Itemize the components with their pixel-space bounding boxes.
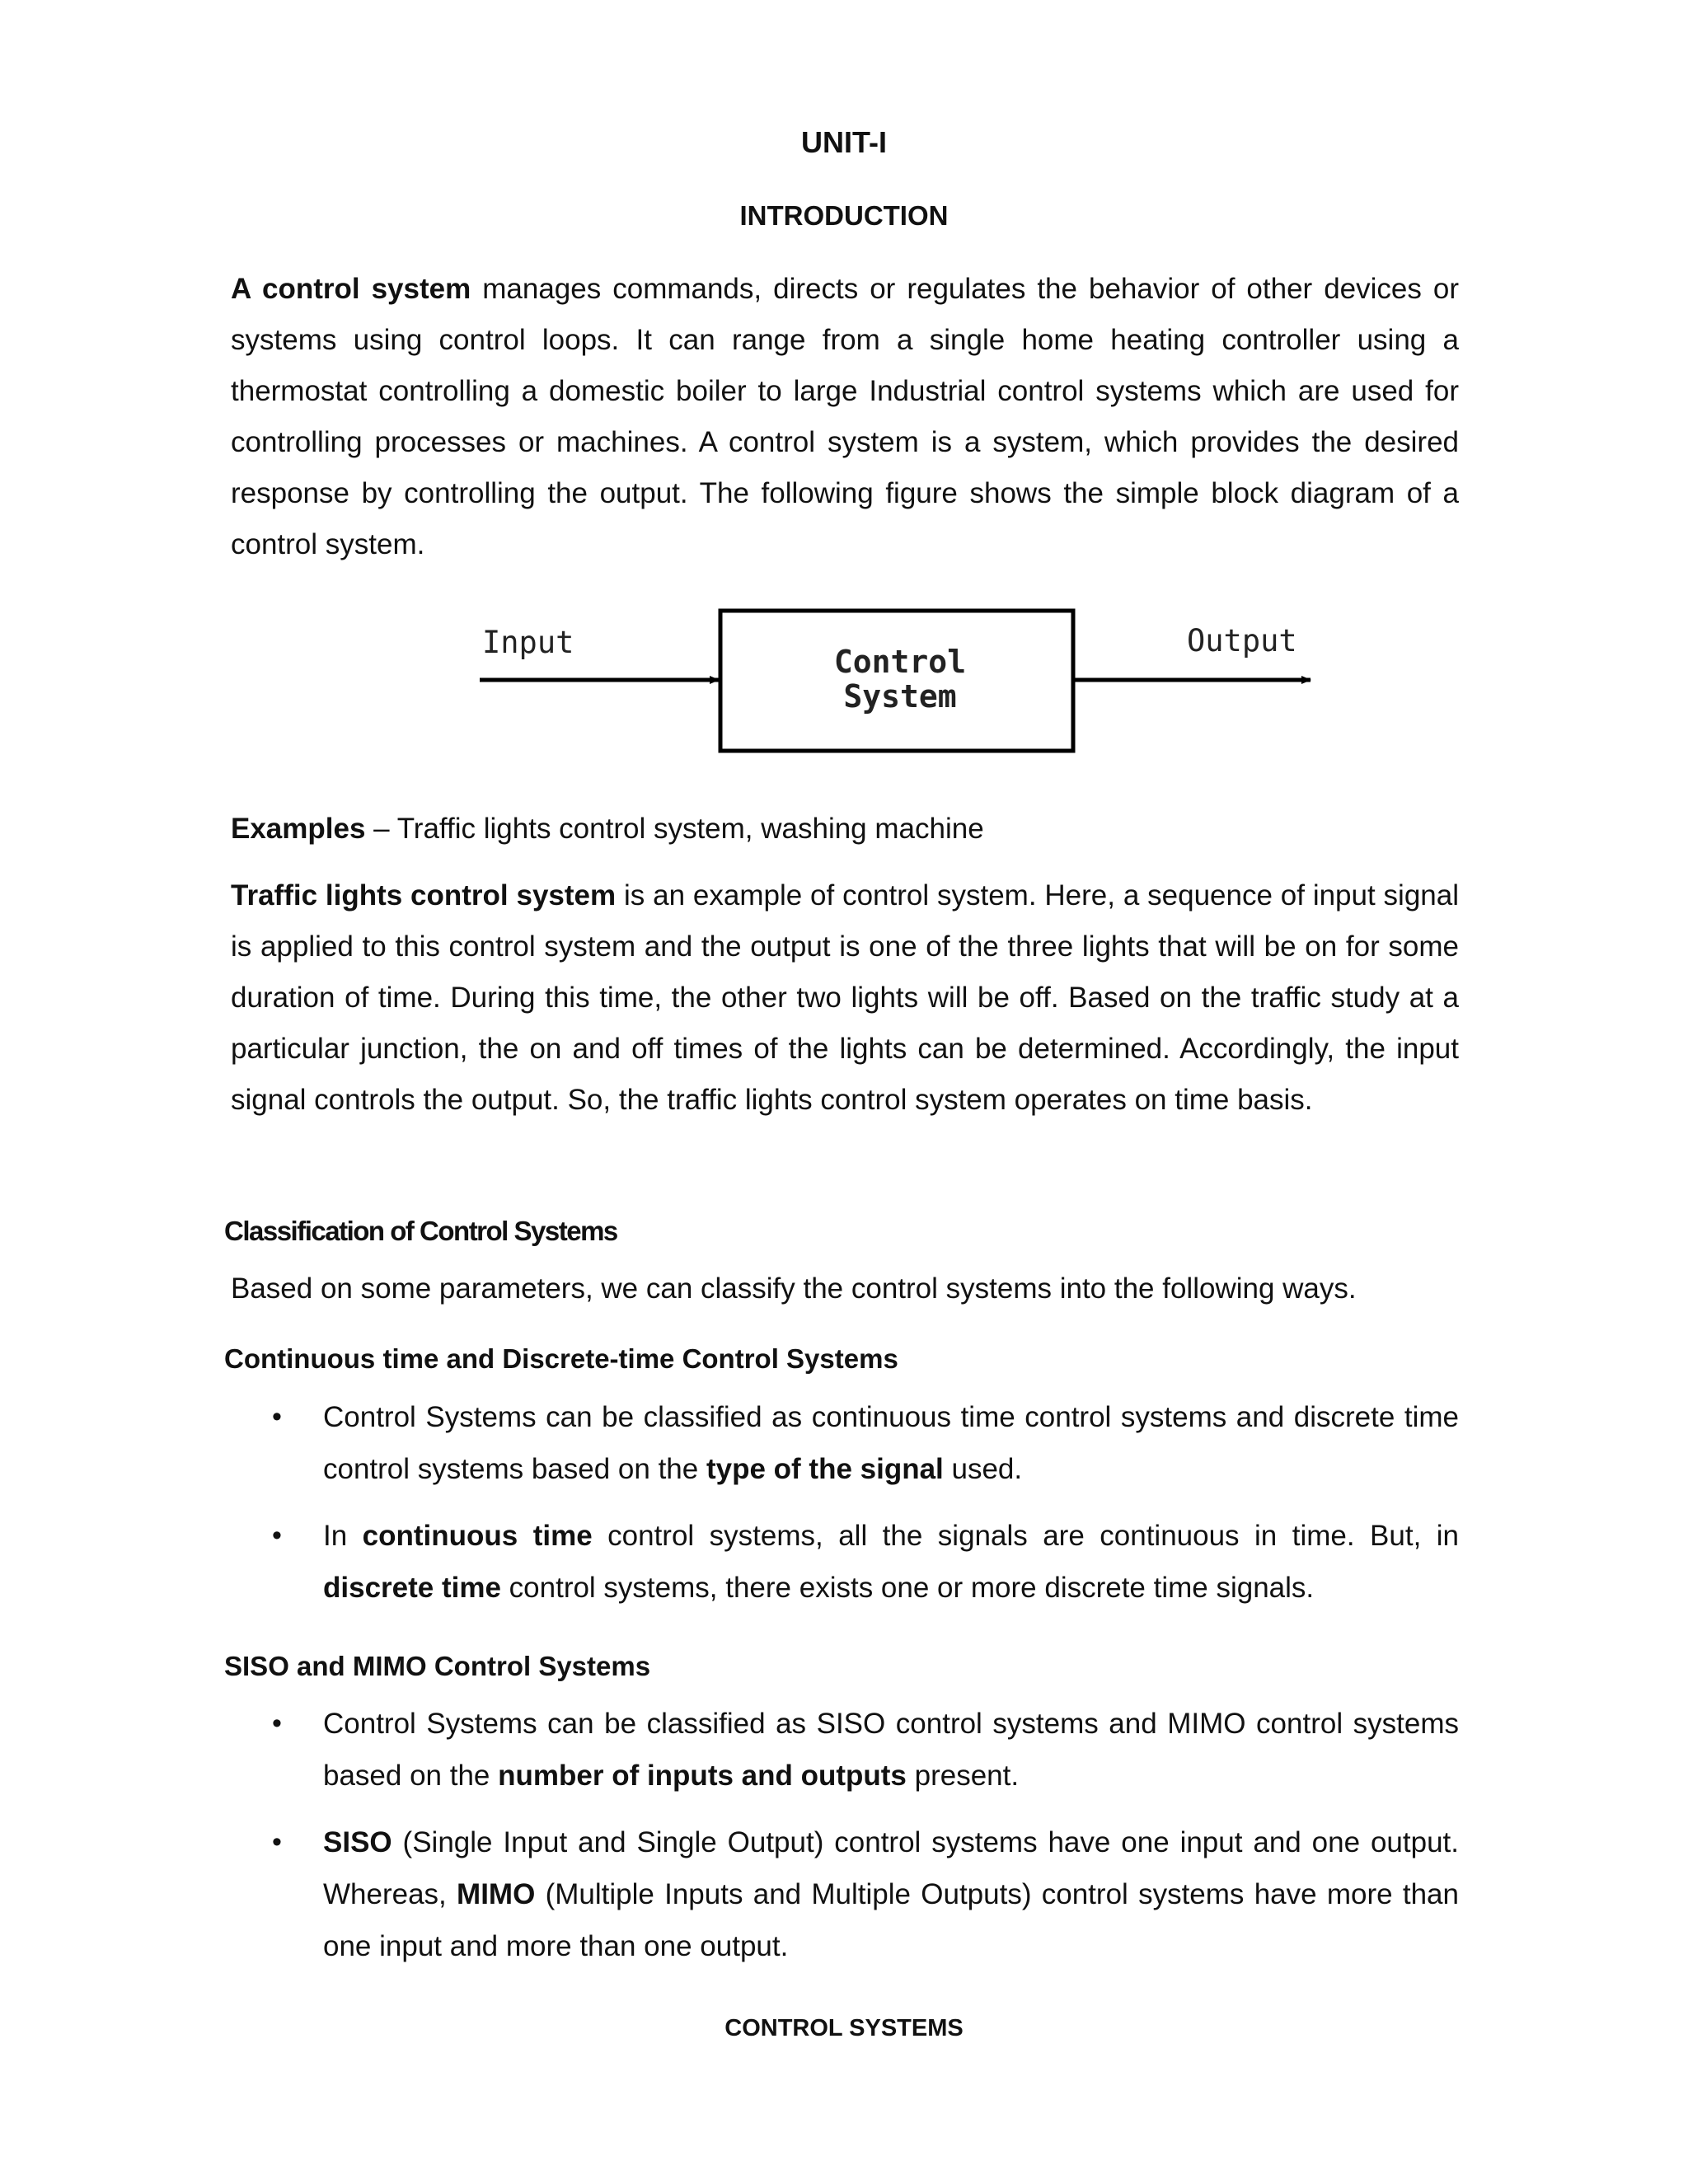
diagram-output-label: Output [1187,623,1297,658]
list-item [272,1510,1459,1614]
page-footer: CONTROL SYSTEMS [724,2015,964,2041]
list-item [272,1816,1459,1972]
unit-heading: UNIT-I [801,125,887,159]
bullet-text: (Multiple Inputs and Multiple Outputs) control systems have more than one input and more than one output. [323,1878,1459,1962]
intro-text: manages commands, directs or regulates the behavior of other devices or systems using control loops. It can range from a single home heating controller using a thermostat controlling a domestic boiler to large Industrial control systems which are used for controlling processes or machines. A control system is a system, which provides the desired response by controlling the output. The following figure shows the simple block diagram of a control system. [231,273,1460,560]
bullet-text: used. [943,1453,1023,1485]
bullet-bold: number of inputs and outputs [498,1760,907,1792]
classification-intro: Based on some parameters, we can classify the control systems into the following ways. [231,1272,1357,1305]
list-item [272,1698,1459,1802]
bullet-bold: continuous time [362,1520,593,1552]
siso-heading: SISO and MIMO Control Systems [224,1651,651,1681]
page-title: INTRODUCTION [739,200,949,231]
diagram-input-label: Input [482,625,574,660]
intro-bold-term: A control system [231,273,471,305]
traffic-text: is an example of control system. Here, a sequence of input signal is applied to this control system and the output is one of the three lights that will be on for some duration of time. During this time, the other two lights will be off. Based on the traffic study at a particular junction, the on and off times of the lights can be determined. Accordingly, the input signal controls the output. So, the traffic lights control system operates on time basis. [231,879,1460,1116]
examples-line [231,804,1459,855]
bullet-bold: MIMO [457,1878,536,1910]
examples-text: – Traffic lights control system, washing machine [365,813,984,845]
bullet-text: Control Systems can be classified as SISO control systems and MIMO control systems based on the [323,1708,1459,1792]
siso-list [272,1698,1459,1987]
classification-heading: Classification of Control Systems [224,1216,617,1246]
intro-paragraph [231,264,1459,570]
bullet-text: Control Systems can be classified as continuous time control systems and discrete time control systems based on the [323,1401,1459,1485]
bullet-bold: discrete time [323,1572,501,1604]
bullet-bold: SISO [323,1826,392,1858]
continuous-list [272,1391,1459,1629]
examples-label: Examples [231,813,366,845]
block-diagram [462,598,1327,762]
list-item [272,1391,1459,1495]
bullet-text: control systems, there exists one or more discrete time signals. [500,1572,1315,1604]
bullet-text: In [323,1520,363,1552]
box-label-line2: System [843,678,957,715]
box-label-line1: Control [833,644,967,680]
continuous-heading: Continuous time and Discrete-time Control Systems [224,1343,898,1374]
bullet-text: control systems, all the signals are continuous in time. But, in [592,1520,1460,1552]
bullet-bold: type of the signal [706,1453,944,1485]
bullet-text: (Single Input and Single Output) control systems have one input and one output. Whereas, [323,1826,1459,1910]
traffic-paragraph [231,870,1459,1126]
traffic-bold-term: Traffic lights control system [231,879,617,912]
bullet-text: present. [906,1760,1020,1792]
